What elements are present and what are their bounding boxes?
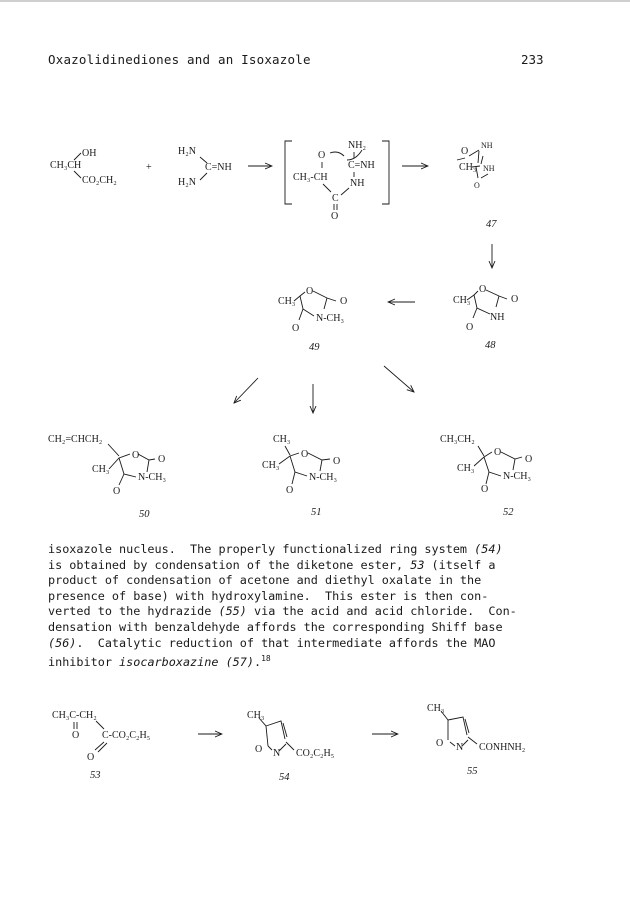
label-49: 49 (309, 342, 320, 353)
compound-55-structure (427, 703, 525, 753)
bracket-left (285, 141, 292, 204)
p50-nch3: N-CH₃ (138, 472, 166, 483)
guanidine-h2n-top: H₂N (178, 146, 196, 157)
intermediate-o-bottom: O (331, 211, 339, 222)
p52-nch3: N-CH₃ (503, 471, 531, 482)
label-47: 47 (486, 219, 497, 230)
intermediate-nh: NH (350, 178, 365, 189)
p48-o: O (479, 284, 487, 295)
label-48: 48 (485, 340, 496, 351)
compound-49-structure (278, 286, 347, 334)
bond (98, 743, 107, 752)
p49-o: O (306, 286, 314, 297)
s53-o: O (72, 730, 80, 741)
guanidine-structure (178, 146, 232, 188)
label-52: 52 (503, 507, 514, 518)
label-55: 55 (467, 766, 478, 777)
bond (96, 721, 104, 729)
intermediate-ch3ch: CH₃-CH (293, 172, 328, 183)
lactate-oh: OH (82, 148, 97, 159)
label-54: 54 (279, 772, 290, 783)
s54-ester: CO₂C₂H₅ (296, 748, 335, 759)
p48-ch3: CH₃ (453, 295, 471, 306)
p51-ch3-top: CH₃ (273, 434, 291, 445)
bond (341, 188, 349, 195)
body-paragraph: isoxazole nucleus. The properly functionalized ring system (54) is obtained by condensation of the diketone ester, 53 (itself a product of condensation of acetone and diethyl oxalate in the presence of base) with hydroxylamine. This ester is then con- verted to the hydrazide (55) via the acid and acid chloride. Con- densation with benzaldehyde affords the corresponding Shiff base (56). Catalytic reduction of that intermediate affords the MAO inhibitor isocarboxazine (57).$^{18}$ (48, 542, 517, 670)
compound-47-structure (457, 141, 495, 190)
p48-o-right: O (511, 294, 519, 305)
arrow-49-to-52 (384, 366, 414, 392)
p52-o: O (494, 447, 502, 458)
compound-52-structure (440, 434, 532, 495)
p49-nch3: N-CH₃ (316, 313, 344, 324)
plus-sign: + (146, 162, 152, 173)
s53-ester: C-CO₂C₂H₅ (102, 730, 151, 741)
label-50: 50 (139, 509, 150, 520)
p51-o: O (301, 449, 309, 460)
p48-o-bottom: O (466, 322, 474, 333)
electron-arrow (330, 152, 344, 156)
p52-ch3: CH₃ (457, 463, 475, 474)
intermediate-structure (285, 140, 389, 222)
s53-o2: O (87, 752, 95, 763)
compound-48-structure (453, 284, 518, 333)
compound-54-structure (247, 710, 334, 759)
p52-o-right: O (525, 454, 533, 465)
s54-ch3: CH₃ (247, 710, 265, 721)
p47-o: O (461, 146, 469, 157)
s54-o: O (255, 744, 263, 755)
bond (95, 742, 104, 750)
p50-o: O (132, 450, 140, 461)
s53-ch3c: CH₃C-CH₂ (52, 710, 97, 721)
page-number: 233 (521, 52, 544, 67)
p50-ch3: CH₃ (92, 464, 110, 475)
bond (108, 444, 119, 456)
p51-ch3: CH₃ (262, 460, 280, 471)
intermediate-o: O (318, 150, 326, 161)
ring-bonds (441, 711, 469, 746)
label-51: 51 (311, 507, 322, 518)
bracket-right (382, 141, 389, 204)
p49-o-right: O (340, 296, 348, 307)
s54-n: N (273, 748, 281, 759)
electron-arrow (347, 150, 362, 160)
bond (286, 742, 294, 750)
bond (200, 173, 207, 180)
bond (468, 737, 477, 744)
bond (74, 171, 81, 178)
compound-50-structure (48, 434, 166, 497)
lactate-ester: CO₂CH₂ (82, 175, 117, 186)
compound-51-structure (262, 434, 340, 496)
compound-53-structure (52, 710, 150, 763)
bond (478, 446, 484, 456)
p50-o-right: O (158, 454, 166, 465)
bond (285, 446, 290, 455)
p51-o-right: O (333, 456, 341, 467)
p52-ethyl: CH₃CH₂ (440, 434, 475, 445)
s55-n: N (456, 742, 464, 753)
s55-hydrazide: CONHNH₂ (479, 742, 526, 753)
ring-bonds (259, 718, 287, 751)
bond (323, 184, 331, 192)
p47-nh: NH (481, 141, 493, 150)
intermediate-c: C (332, 193, 339, 204)
p49-o-bottom: O (292, 323, 300, 334)
p51-nch3: N-CH₃ (309, 472, 337, 483)
p50-allyl: CH₂=CHCH₂ (48, 434, 103, 445)
p51-o-bottom: O (286, 485, 294, 496)
lactate-ch3ch: CH₃CH (50, 160, 82, 171)
p47-ch3: CH₃ (459, 162, 477, 173)
arrow-49-to-50 (234, 378, 258, 403)
guanidine-h2n-bottom: H₂N (178, 177, 196, 188)
s55-o: O (436, 738, 444, 749)
label-53: 53 (90, 770, 101, 781)
p47-nh-ring: NH (483, 164, 495, 173)
intermediate-c-nh: C=NH (348, 160, 375, 171)
intermediate-nh2: NH₂ (348, 140, 366, 151)
bond (74, 153, 81, 160)
p47-o-bottom: O (474, 181, 480, 190)
p49-ch3: CH₃ (278, 296, 296, 307)
s55-ch3: CH₃ (427, 703, 445, 714)
p50-o-bottom: O (113, 486, 121, 497)
running-title: Oxazolidinediones and an Isoxazole (48, 52, 311, 67)
guanidine-c-nh: C=NH (205, 162, 232, 173)
p52-o-bottom: O (481, 484, 489, 495)
lactate-ester-structure (50, 148, 117, 186)
p48-nh: NH (490, 312, 505, 323)
